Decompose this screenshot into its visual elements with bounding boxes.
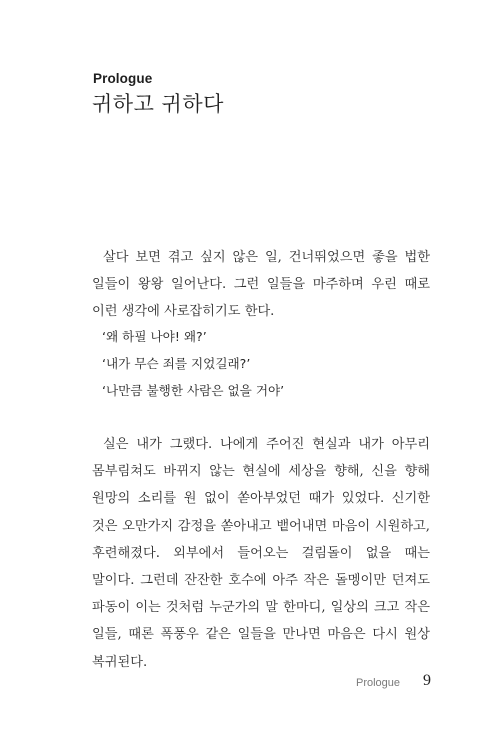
running-head: Prologue [356, 677, 401, 689]
quote-line-3: ‘나만큼 불행한 사람은 없을 거야’ [102, 383, 285, 398]
body-paragraph-2: 실은 내가 그랬다. 나에게 주어진 현실과 내가 아무리 몸부림쳐도 바뀌지 않는 현실에 세상을 향해, 신을 향해 원망의 소리를 원 없이 쏟아부었던 때가 있었다. 신기한 것은 오만가지 감정을 쏟아내고 뱉어내면 마음이 시원하고, 후련해졌다. 외부에서 들어오는 걸림돌이 없을 때는 말이다. 그런데 잔잔한 호수에 아주 작은 돌멩이만 던져도 파동이 이는 것처럼 누군가의 말 한마디, 일상의 크고 작은 일들, 때론 폭풍우 같은 일들을 만나면 마음은 다시 원상 복귀된다. [92, 437, 430, 670]
quote-line-2: ‘내가 무슨 죄를 지었길래?’ [102, 356, 251, 371]
chapter-title: 귀하고 귀하다 [92, 92, 224, 116]
body-paragraph-1: 살다 보면 겪고 싶지 않은 일, 건너뛰었으면 좋을 법한 일들이 왕왕 일어난다. 그런 일들을 마주하며 우린 때로 이런 생각에 사로잡히기도 한다. [92, 250, 430, 319]
section-label: Prologue [93, 71, 153, 86]
page-number: 9 [423, 672, 431, 689]
quote-line-1: ‘왜 하필 나야! 왜?’ [102, 329, 207, 344]
